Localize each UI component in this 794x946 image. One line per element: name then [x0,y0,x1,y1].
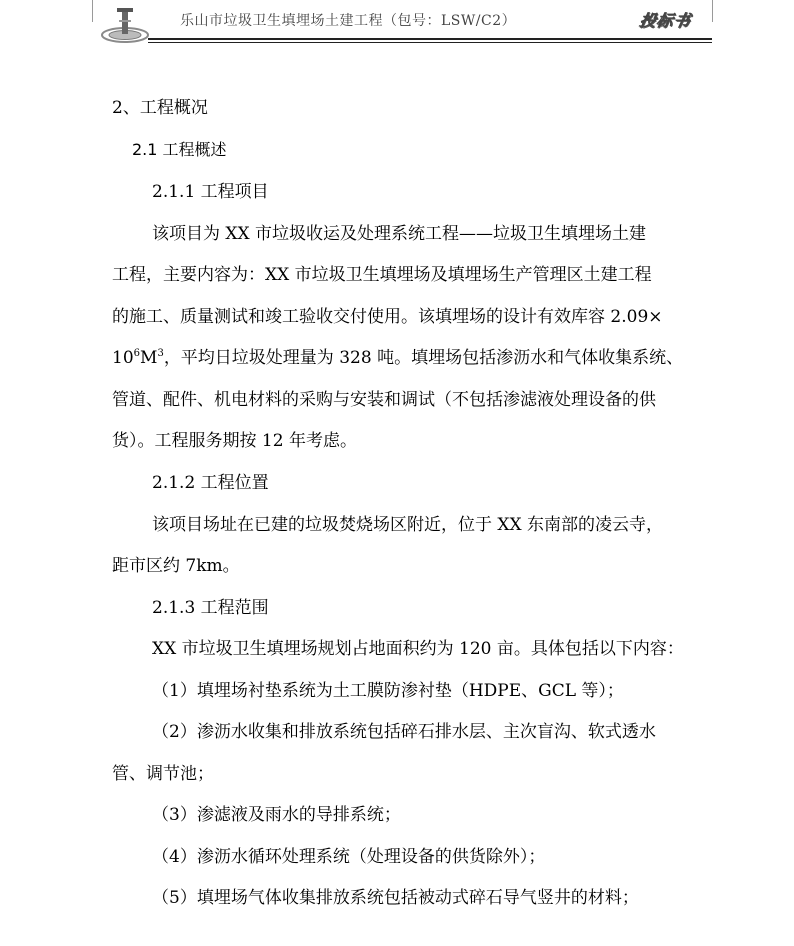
list-item: （3）渗滤液及雨水的导排系统； [152,805,401,825]
header-rule-thin [148,42,712,43]
paragraph-line: 距市区约 7km。 [112,556,240,576]
unit-m: M [140,348,158,368]
header-title: 乐山市垃圾卫生填埋场土建工程（包号：LSW/C2） [180,13,517,29]
page-header [0,0,794,48]
project-heading: 2.1.1 工程项目 [152,182,269,202]
list-item: （1）填埋场衬垫系统为土工膜防渗衬垫（HDPE、GCL 等）； [152,681,624,701]
capacity-exponent: 6 [133,348,141,359]
paragraph-line [112,347,683,369]
header-rule-thick [148,38,712,40]
paragraph-line: 的施工、质量测试和竣工验收交付使用。该填埋场的设计有效库容 2.09× [112,307,663,327]
company-logo-icon [100,4,150,44]
crop-mark-left [92,0,93,22]
location-heading: 2.1.2 工程位置 [152,473,269,493]
section-heading: 2、工程概况 [112,98,208,118]
capacity-base: 10 [112,348,134,368]
paragraph-line: 管道、配件、机电材料的采购与安装和调试（不包括渗滤液处理设备的供 [112,390,656,410]
list-item: （4）渗沥水循环处理系统（处理设备的供货除外）； [152,847,546,867]
paragraph-line: XX 市垃圾卫生填埋场规划占地面积约为 120 亩。具体包括以下内容： [152,639,684,659]
list-item-continuation: 管、调节池； [112,764,214,784]
paragraph-text: ，平均日垃圾处理量为 328 吨。填埋场包括渗沥水和气体收集系统、 [163,348,684,368]
crop-mark-right [712,0,713,22]
list-item: （2）渗沥水收集和排放系统包括碎石排水层、主次盲沟、软式透水 [152,722,656,742]
unit-exponent: 3 [157,348,164,359]
list-item: （5）填埋场气体收集排放系统包括被动式碎石导气竖井的材料； [152,888,639,908]
paragraph-line: 该项目为 XX 市垃圾收运及处理系统工程——垃圾卫生填埋场土建 [152,224,647,244]
paragraph-line: 工程，主要内容为：XX 市垃圾卫生填埋场及填埋场生产管理区土建工程 [112,265,652,285]
paragraph-line: 该项目场址在已建的垃圾焚烧场区附近，位于 XX 东南部的凌云寺， [152,515,664,535]
subsection-heading: 2.1 工程概述 [132,140,227,159]
header-badge: 投标书 [637,11,693,30]
scope-heading: 2.1.3 工程范围 [152,598,269,618]
paragraph-line: 货）。工程服务期按 12 年考虑。 [112,431,357,451]
